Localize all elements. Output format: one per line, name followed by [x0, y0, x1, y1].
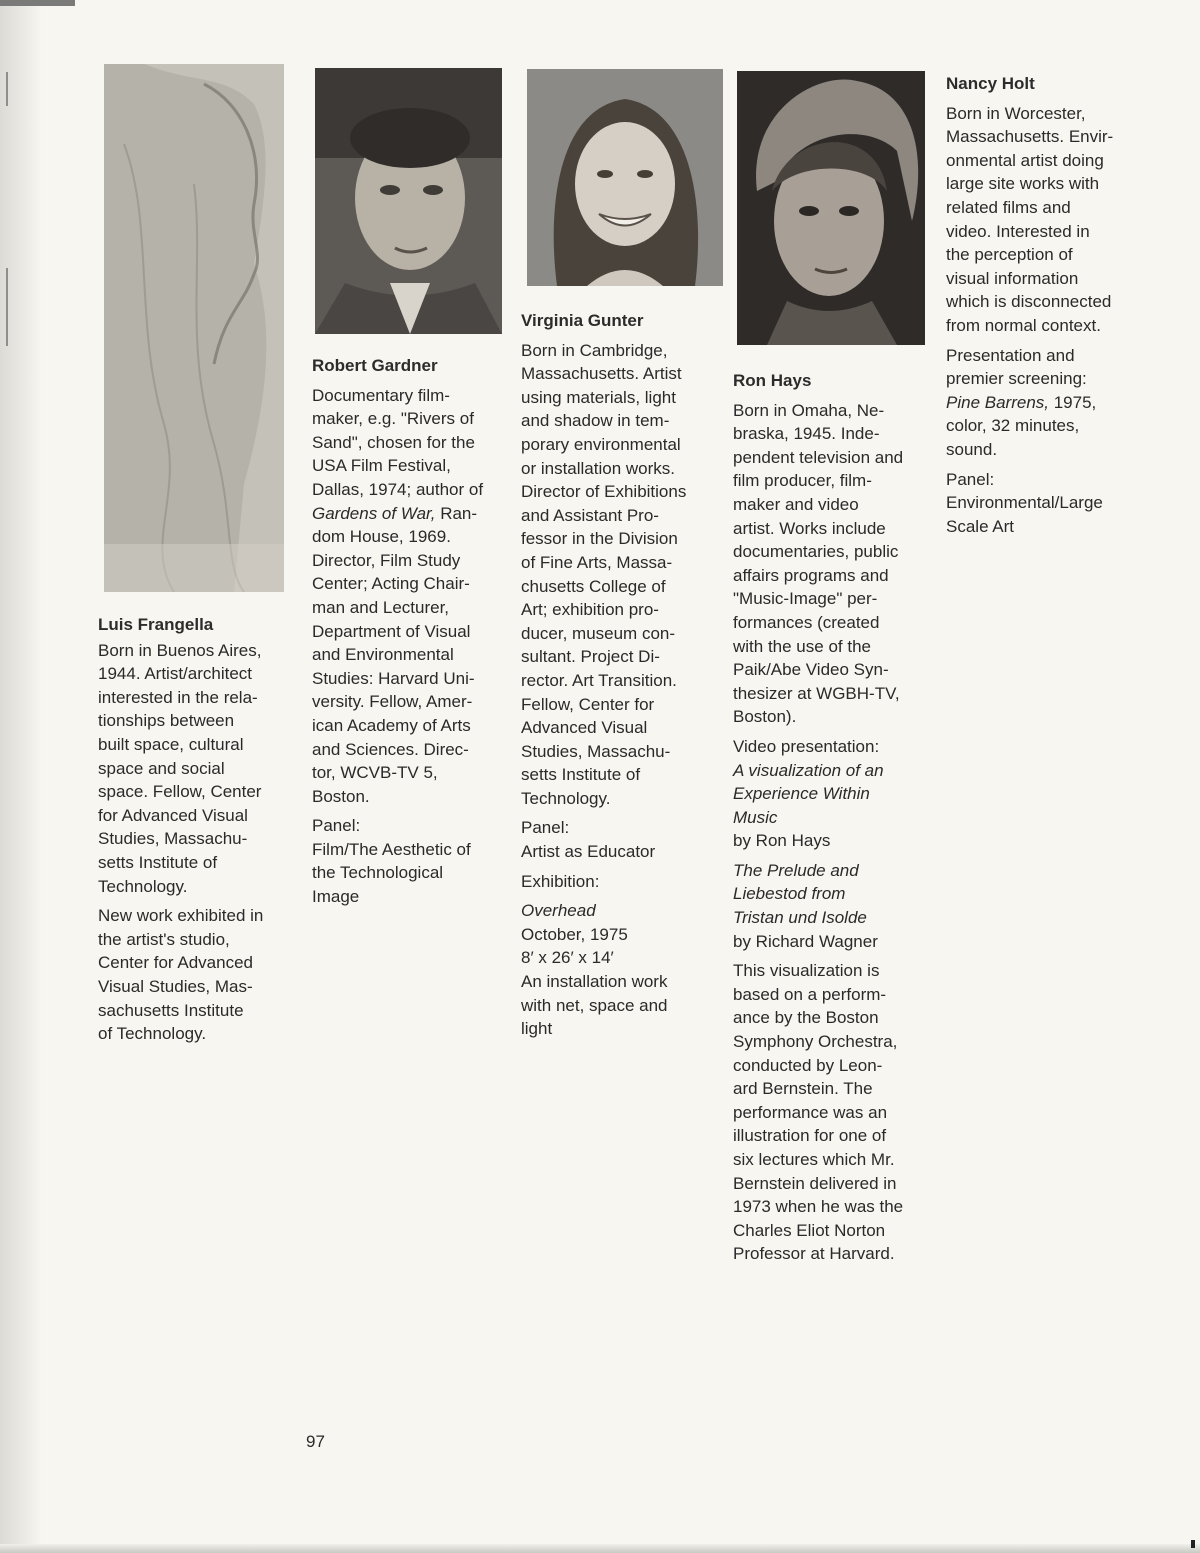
corner-mark: [1191, 1540, 1195, 1548]
exhibition-details: October, 1975 8′ x 26′ x 14′ An installation work with net, space and light: [521, 924, 668, 1039]
page-binding-shadow: [0, 0, 42, 1553]
panel-label: Panel:: [521, 818, 570, 838]
artist-bio: Born in Omaha, Ne- braska, 1945. Inde- pendent television and film producer, film- maker and video artist. Works include documentaries, public affairs programs and "Music-Image" per- formances (created with the use of the Paik/Abe Video Syn- thesizer at WGBH-TV, Boston).: [733, 400, 904, 727]
portrait-photo-icon: [737, 71, 925, 345]
artist-name: Nancy Holt: [946, 74, 1035, 93]
video-credit: by Ron Hays: [733, 831, 831, 851]
artist-name: Luis Frangella: [98, 615, 214, 634]
artist-bio: [312, 384, 512, 809]
page-bottom-edge: [0, 1544, 1200, 1553]
video-label: Video presentation:: [733, 736, 880, 756]
artist-entry-frangella: [98, 613, 298, 1052]
artist-bio: Born in Cambridge, Massachusetts. Artist using materials, light and shadow in tem- porary environmental or installation works. Director of Exhibitions and Assistant Pro- fessor in the Division of Fine Arts, Massa- chusetts College of Art; exhibition pro- ducer, museum con- sultant. Project Di- rector. Art Transition. Fellow, Center for Advanced Visual Studies, Massachu- setts Institute of Technology.: [521, 340, 687, 808]
robert-gardner-portrait: [315, 68, 502, 334]
exhibition-title: Overhead: [521, 901, 596, 921]
video-title: A visualization of an Experience Within Music: [733, 760, 884, 827]
book-title: Gardens of War,: [312, 503, 436, 523]
music-work-title: The Prelude and Liebestod from Tristan und Isolde: [733, 860, 867, 928]
panel-label: Panel:: [312, 816, 361, 836]
artist-entry-hays: [733, 369, 928, 1272]
exhibition-label: Exhibition:: [521, 871, 600, 891]
page-top-edge: [0, 0, 75, 6]
presentation-info: [946, 344, 1146, 462]
portrait-photo-icon: [315, 68, 502, 334]
artist-name: Ron Hays: [733, 371, 812, 390]
artist-entry-gunter: [521, 309, 721, 1047]
portrait-sketch-icon: [104, 64, 284, 592]
bio-text: Documentary film- maker, e.g. "Rivers of Sand", chosen for the USA Film Festival, Dallas, 1974; author of: [312, 385, 484, 499]
bio-text: dom House, 1969. Director, Film Study Center; Acting Chair- man and Lecturer, Department of Visual and Environmental Studies: Harvard Uni- versity. Fellow, Amer- ican Academy of Arts and Sciences. Direc- tor, WCVB-TV 5, Boston.: [312, 527, 475, 806]
portrait-photo-icon: [527, 69, 723, 286]
artist-bio: Born in Worcester, Massachusetts. Envir- onmental artist doing large site works with related films and video. Interested in the perception of visual information which is disconnected from normal context.: [946, 103, 1114, 335]
presentation-text: Presentation and premier screening:: [946, 345, 1087, 389]
exhibition-note: New work exhibited in the artist's studio, Center for Advanced Visual Studies, Mas- sachusetts Institute of Technology.: [98, 906, 264, 1044]
scan-mark: [6, 268, 8, 346]
artist-name: Virginia Gunter: [521, 311, 644, 330]
film-title: Pine Barrens,: [946, 392, 1049, 412]
panel-label: Panel:: [946, 469, 995, 489]
artist-entry-gardner: [312, 354, 512, 915]
scan-mark: [6, 72, 8, 106]
visualization-note: This visualization is based on a perform- ance by the Boston Symphony Orchestra, conducted by Leon- ard Bernstein. The performance was an illustration for one of six lectures which Mr. Bernstein delivered in 1973 when he was the Charles Eliot Norton Professor at Harvard.: [733, 961, 904, 1264]
bio-text: Ran-: [435, 503, 478, 523]
artist-bio: Born in Buenos Aires, 1944. Artist/architect interested in the rela- tionships between built space, cultural space and social space. Fellow, Center for Advanced Visual Studies, Massachu- setts Institute of Technology.: [98, 640, 262, 896]
artist-name: Robert Gardner: [312, 356, 438, 375]
virginia-gunter-portrait: [527, 69, 723, 286]
page-number: 97: [306, 1432, 325, 1451]
ron-hays-portrait: [737, 71, 925, 345]
panel-value: Environmental/Large Scale Art: [946, 493, 1103, 536]
panel-value: Artist as Educator: [521, 842, 656, 862]
presentation-text: 1975, color, 32 minutes, sound.: [946, 392, 1097, 459]
composer-credit: by Richard Wagner: [733, 931, 878, 951]
luis-frangella-portrait: [104, 64, 284, 592]
panel-value: Film/The Aesthetic of the Technological Image: [312, 839, 471, 907]
artist-entry-holt: [946, 72, 1146, 544]
